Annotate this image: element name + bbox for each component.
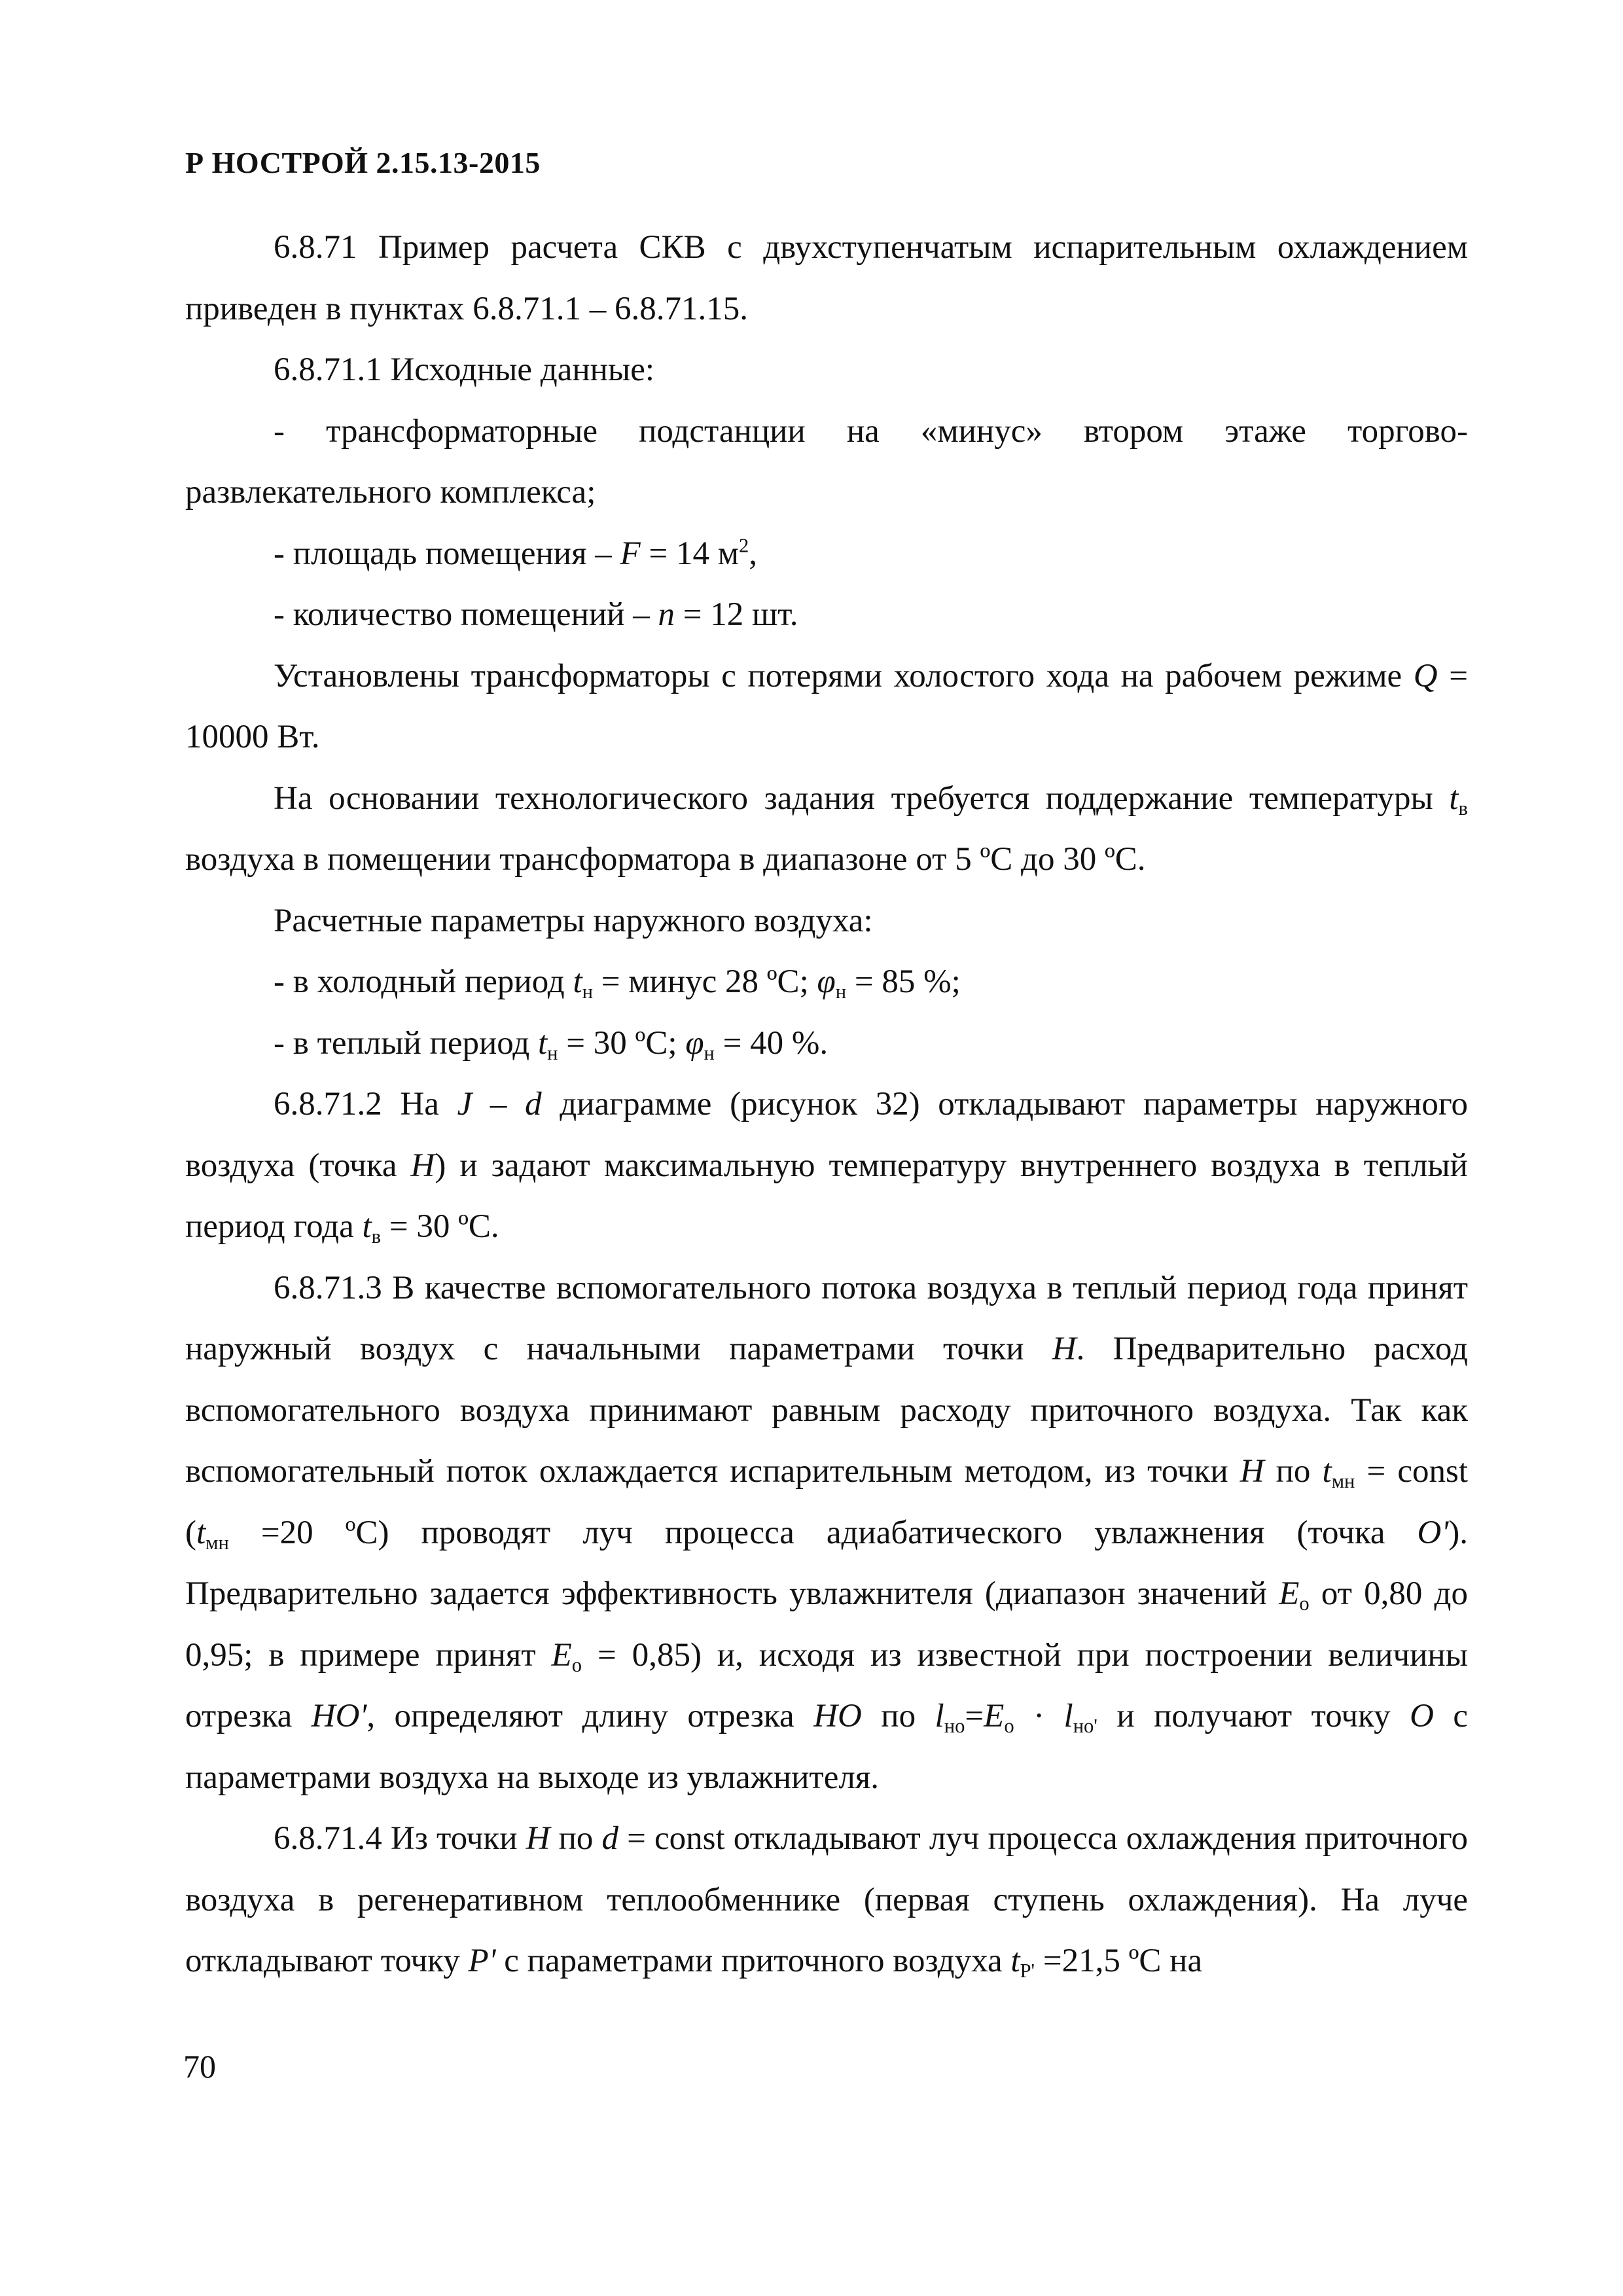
page-number: 70 bbox=[183, 2048, 216, 2085]
paragraph: На основании технологического задания требуется поддержание температуры $t_в$ воздуха в помещении трансформатора в диапазоне от 5 ºС до 30 ºС. bbox=[185, 780, 1468, 878]
paragraph: Установлены трансформаторы с потерями холостого хода на рабочем режиме Q = 10000 Вт. bbox=[185, 657, 1469, 755]
paragraph: - в холодный период $t_н$ = минус 28 ºС; $\varphi_н = 85$ %; bbox=[274, 963, 961, 1003]
paragraph: - в теплый период $t_н = 30$ ºС; $\varphi_н = 40$ %. bbox=[274, 1024, 829, 1064]
paragraph: - площадь помещения – F = 14 $м^2$, bbox=[274, 534, 758, 572]
paragraph: Расчетные параметры наружного воздуха: bbox=[274, 902, 873, 939]
paragraph: - количество помещений – n = 12 шт. bbox=[274, 596, 798, 633]
paragraph: 6.8.71 Пример расчета СКВ с двухступенчатым испарительным охлаждением приведен в пунктах 6.8.71.1 – 6.8.71.15. bbox=[185, 229, 1468, 327]
paragraph: 6.8.71.2 На J – d диаграмме (рисунок 32) откладывают параметры наружного воздуха (точка Н) и задают максимальную температуру внутреннего воздуха в теплый период года $t_в = 30$ ºС. bbox=[185, 1086, 1469, 1248]
paragraph: 6.8.71.1 Исходные данные: bbox=[274, 351, 655, 388]
document-body bbox=[185, 217, 1468, 1992]
paragraph: 6.8.71.4 Из точки Н по d = const откладывают луч процесса охлаждения приточного воздуха в регенеративном теплообменнике (первая ступень охлаждения). На луче откладывают точку Р' с параметрами приточного воздуха $t_{Р'} =21,5$ ºС на bbox=[185, 1820, 1468, 1982]
paragraph: - трансформаторные подстанции на «минус» втором этаже торгово-развлекательного комплекса; bbox=[185, 412, 1468, 511]
paragraph: 6.8.71.3 В качестве вспомогательного потока воздуха в теплый период года принят наружный воздух с начальными параметрами точки Н. Предварительно расход вспомогательного воздуха принимают равным расходу приточного воздуха. Так как вспомогательный поток охлаждается испарительным методом, из точки Н по $t_{мн}$ = const ($t_{мн} =20$ ºС) проводят луч процесса адиабатического увлажнения (точка О'). Предварительно задается эффективность увлажнителя (диапазон значений $E_о$ от 0,80 до 0,95; в примере принят $E_о = 0,85$) и, исходя из известной при построении величины отрезка НО', определяют длину отрезка НО по $l_{но}=E_о \cdot l_{но'}$ и получают точку О с параметрами воздуха на выходе из увлажнителя. bbox=[185, 1269, 1469, 1796]
document-header: Р НОСТРОЙ 2.15.13-2015 bbox=[185, 146, 541, 179]
